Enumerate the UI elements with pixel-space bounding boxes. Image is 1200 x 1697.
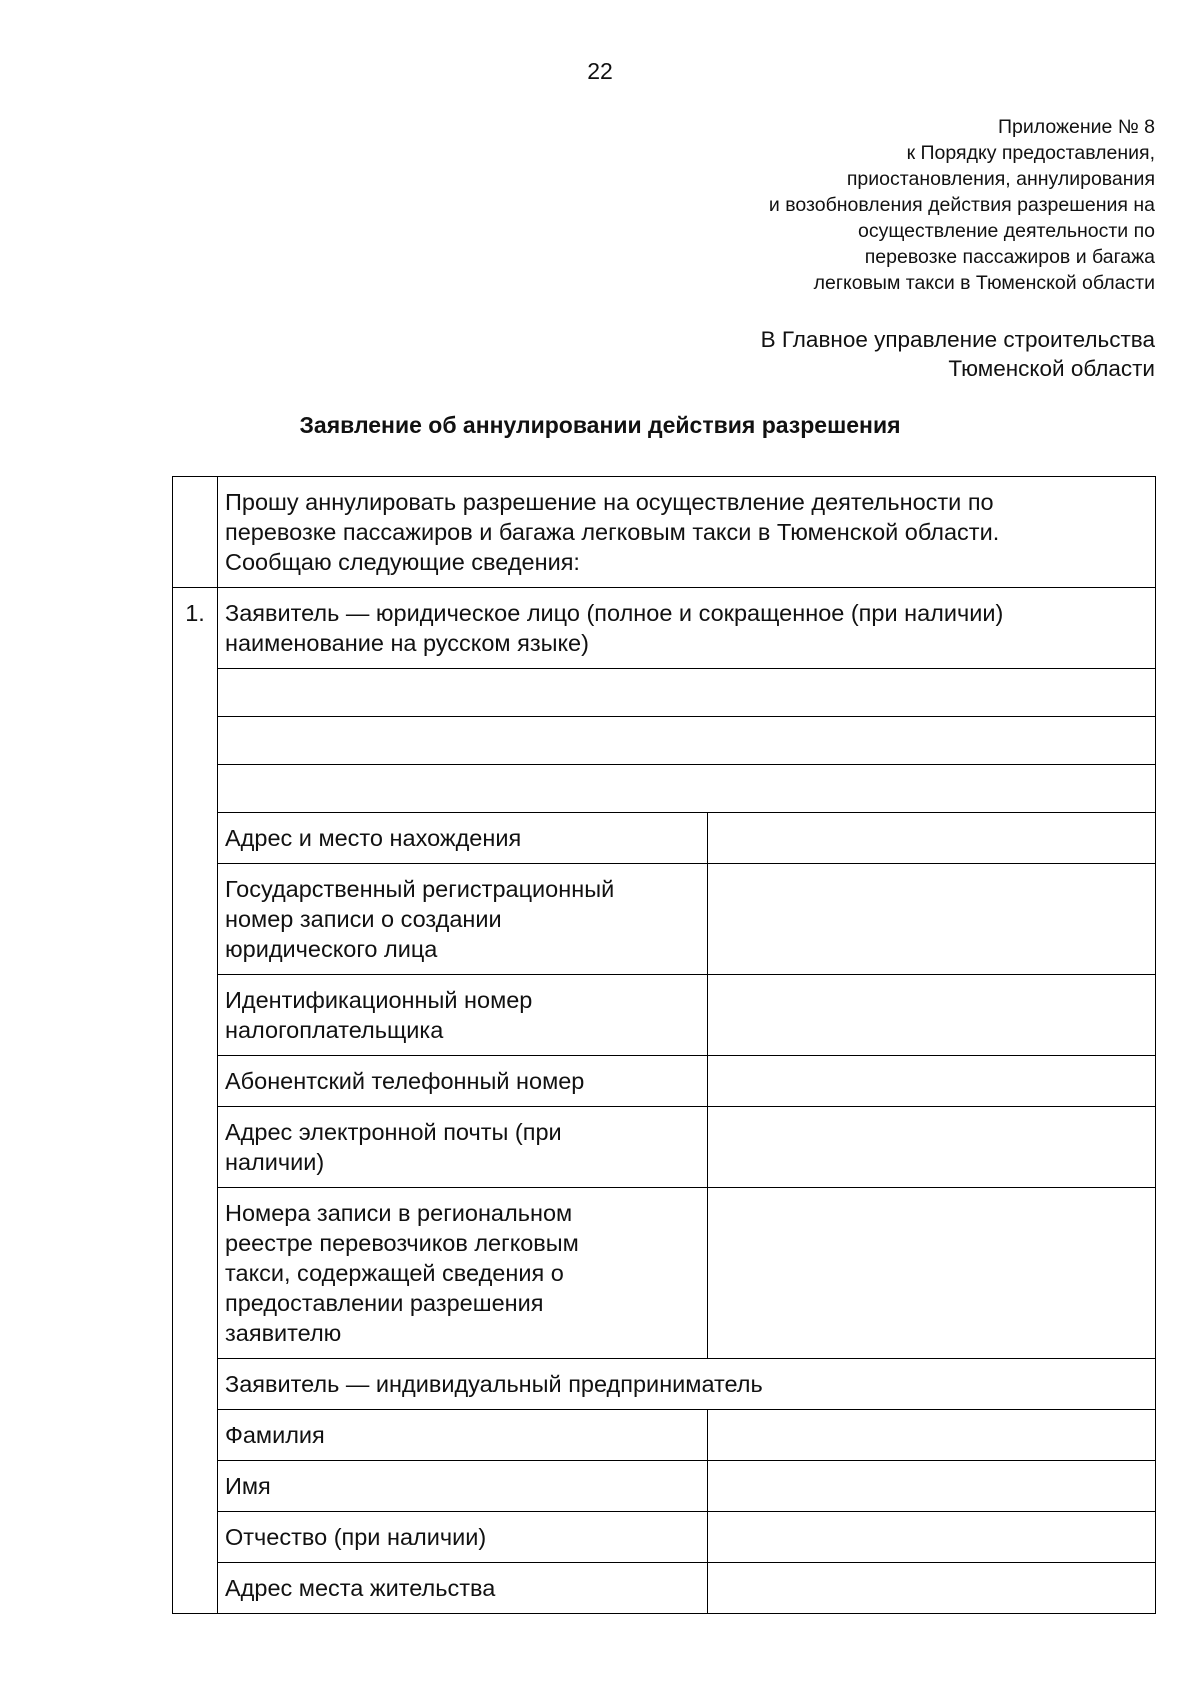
legal-entity-heading-line: наименование на русском языке) <box>225 630 589 656</box>
legal-entity-name-field-2[interactable] <box>218 717 1156 765</box>
first-name-label: Имя <box>218 1461 708 1512</box>
residence-address-value-field[interactable] <box>708 1563 1156 1614</box>
field-label-line: Идентификационный номер <box>225 987 533 1013</box>
address-label <box>218 813 708 864</box>
section-1-heading-row <box>173 588 1156 669</box>
inn-value-field[interactable] <box>708 975 1156 1056</box>
appendix-line: Приложение № 8 <box>998 116 1155 138</box>
field-label-line: реестре перевозчиков легковым <box>225 1230 579 1256</box>
address-row <box>173 813 1156 864</box>
patronymic-value-field[interactable] <box>708 1512 1156 1563</box>
addressee-line: В Главное управление строительства <box>760 327 1155 352</box>
email-row <box>173 1107 1156 1188</box>
phone-row <box>173 1056 1156 1107</box>
intro-text-cell <box>218 477 1156 588</box>
patronymic-label: Отчество (при наличии) <box>218 1512 708 1563</box>
patronymic-row <box>173 1512 1156 1563</box>
intro-line: Прошу аннулировать разрешение на осуществление деятельности по <box>225 489 994 515</box>
field-label-line: Номера записи в региональном <box>225 1200 573 1226</box>
field-label-line: юридического лица <box>225 936 438 962</box>
legal-entity-name-field-3[interactable] <box>218 765 1156 813</box>
field-label-line: предоставлении разрешения <box>225 1290 544 1316</box>
field-label-line: налогоплательщика <box>225 1017 444 1043</box>
application-form-table <box>172 476 1156 1614</box>
entrepreneur-heading-row <box>173 1359 1156 1410</box>
appendix-line: легковым такси в Тюменской области <box>813 272 1155 294</box>
legal-entity-heading-line: Заявитель — юридическое лицо (полное и сокращенное (при наличии) <box>225 600 1004 626</box>
page-number: 22 <box>587 58 613 84</box>
field-label-line: Государственный регистрационный <box>225 876 615 902</box>
appendix-line: к Порядку предоставления, <box>906 142 1155 164</box>
form-title: Заявление об аннулировании действия разрешения <box>299 412 901 438</box>
intro-row <box>173 477 1156 588</box>
field-label-line: номер записи о создании <box>225 906 502 932</box>
address-value-field[interactable] <box>708 813 1156 864</box>
section-1-number: 1. <box>173 588 218 1614</box>
email-value-field[interactable] <box>708 1107 1156 1188</box>
appendix-line: и возобновления действия разрешения на <box>768 194 1155 216</box>
intro-line: перевозке пассажиров и багажа легковым такси в Тюменской области. <box>225 519 1000 545</box>
email-label <box>218 1107 708 1188</box>
addressee <box>635 325 1155 383</box>
entrepreneur-heading: Заявитель — индивидуальный предприниматель <box>218 1359 1156 1410</box>
field-label-line: такси, содержащей сведения о <box>225 1260 564 1286</box>
field-label-line: заявителю <box>225 1320 342 1346</box>
phone-label <box>218 1056 708 1107</box>
legal-entity-heading-cell <box>218 588 1156 669</box>
inn-label <box>218 975 708 1056</box>
field-label-line: наличии) <box>225 1149 325 1175</box>
registry-record-label <box>218 1188 708 1359</box>
legal-entity-name-row <box>173 717 1156 765</box>
field-label-line: Абонентский телефонный номер <box>225 1068 585 1094</box>
legal-entity-name-row <box>173 669 1156 717</box>
field-label-line: Адрес и место нахождения <box>225 825 522 851</box>
field-label-line: Адрес электронной почты (при <box>225 1119 562 1145</box>
residence-address-label: Адрес места жительства <box>218 1563 708 1614</box>
addressee-line: Тюменской области <box>948 356 1155 381</box>
surname-row <box>173 1410 1156 1461</box>
appendix-line: приостановления, аннулирования <box>846 168 1155 190</box>
registry-record-row <box>173 1188 1156 1359</box>
appendix-reference <box>635 114 1155 296</box>
ogrn-row <box>173 864 1156 975</box>
legal-entity-name-row <box>173 765 1156 813</box>
registry-record-value-field[interactable] <box>708 1188 1156 1359</box>
first-name-row <box>173 1461 1156 1512</box>
ogrn-label <box>218 864 708 975</box>
phone-value-field[interactable] <box>708 1056 1156 1107</box>
ogrn-value-field[interactable] <box>708 864 1156 975</box>
intro-number-cell <box>173 477 218 588</box>
appendix-line: перевозке пассажиров и багажа <box>864 246 1155 268</box>
surname-label: Фамилия <box>218 1410 708 1461</box>
inn-row <box>173 975 1156 1056</box>
residence-address-row <box>173 1563 1156 1614</box>
legal-entity-name-field-1[interactable] <box>218 669 1156 717</box>
first-name-value-field[interactable] <box>708 1461 1156 1512</box>
appendix-line: осуществление деятельности по <box>858 220 1155 242</box>
surname-value-field[interactable] <box>708 1410 1156 1461</box>
intro-line: Сообщаю следующие сведения: <box>225 549 580 575</box>
